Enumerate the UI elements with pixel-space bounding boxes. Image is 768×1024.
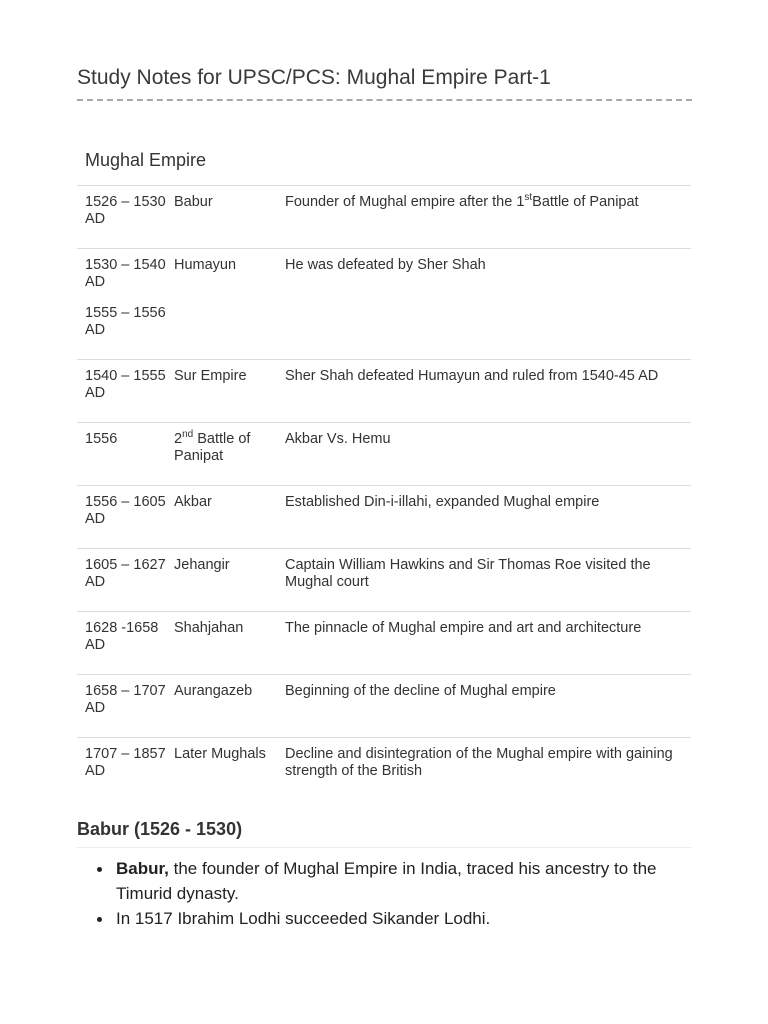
section-heading: Babur (1526 - 1530) <box>77 819 243 839</box>
table-row <box>77 612 691 675</box>
period-cell <box>77 360 166 422</box>
table-row <box>77 423 691 486</box>
description-cell: He was defeated by Sher Shah <box>285 257 486 273</box>
table-row <box>77 360 691 423</box>
table-row <box>77 486 691 549</box>
description-cell: Established Din-i-illahi, expanded Mughal empire <box>285 494 600 510</box>
period-text: 1540 – 1555 AD <box>85 368 166 401</box>
ruler-cell: Babur <box>174 194 213 210</box>
ruler-text: Battle of Panipat <box>174 431 251 464</box>
description-cell: Akbar Vs. Hemu <box>285 431 391 447</box>
period-cell <box>77 186 166 248</box>
table-row <box>77 675 691 738</box>
ruler-cell: Aurangazeb <box>174 683 253 699</box>
period-cell <box>77 249 166 359</box>
period-text: 1658 – 1707 AD <box>85 683 166 716</box>
ruler-cell: Shahjahan <box>174 620 244 636</box>
period-cell <box>77 423 166 485</box>
table-row <box>77 549 691 612</box>
period-text: 1556 – 1605 AD <box>85 494 166 527</box>
table-row <box>77 738 691 801</box>
period-cell <box>77 675 166 737</box>
mughal-rulers-table <box>77 185 691 801</box>
ruler-cell: Sur Empire <box>174 368 247 384</box>
period-text: 1530 – 1540 AD <box>85 257 166 290</box>
period-cell <box>77 549 166 611</box>
bullet-text: the founder of Mughal Empire in India, traced his ancestry to the Timurid dynasty. <box>116 859 657 903</box>
bullet-dot-icon <box>97 917 102 922</box>
ruler-cell: Jehangir <box>174 557 230 573</box>
list-item <box>77 856 691 906</box>
period-text: 1526 – 1530 AD <box>85 194 166 227</box>
table-row <box>77 186 691 249</box>
bullet-text: In 1517 Ibrahim Lodhi succeeded Sikander Lodhi. <box>116 909 491 928</box>
ordinal-superscript: st <box>524 192 533 203</box>
description-cell <box>277 186 691 248</box>
list-item <box>77 906 691 931</box>
description-cell: Captain William Hawkins and Sir Thomas Roe visited the Mughal court <box>285 557 651 590</box>
section-divider <box>77 847 691 848</box>
period-text: 1707 – 1857 AD <box>85 746 166 779</box>
table-title: Mughal Empire <box>85 150 207 170</box>
description-text: Battle of Panipat <box>532 194 639 210</box>
period-cell <box>77 486 166 548</box>
ruler-cell <box>166 423 277 485</box>
period-text: 1628 -1658 AD <box>85 620 159 653</box>
document-title: Study Notes for UPSC/PCS: Mughal Empire Part-1 <box>77 66 551 89</box>
bullet-dot-icon <box>97 867 102 872</box>
period-cell <box>77 612 166 674</box>
period-text: 1555 – 1556 AD <box>85 305 166 338</box>
period-cell <box>77 738 166 801</box>
description-cell: Decline and disintegration of the Mughal empire with gaining strength of the British <box>285 746 673 779</box>
bold-term: Babur, <box>116 859 169 878</box>
description-cell: Sher Shah defeated Humayun and ruled from 1540-45 AD <box>285 368 659 384</box>
ruler-cell: Akbar <box>174 494 212 510</box>
title-divider <box>77 99 692 101</box>
ruler-text: 2 <box>174 431 183 447</box>
period-text: 1556 <box>85 431 118 447</box>
ruler-cell: Later Mughals <box>174 746 266 762</box>
period-text: 1605 – 1627 AD <box>85 557 166 590</box>
ordinal-superscript: nd <box>182 429 194 440</box>
bullet-list <box>77 856 691 931</box>
table-row <box>77 249 691 360</box>
description-cell: The pinnacle of Mughal empire and art and architecture <box>285 620 642 636</box>
ruler-cell: Humayun <box>174 257 237 273</box>
description-cell: Beginning of the decline of Mughal empire <box>285 683 556 699</box>
description-text: Founder of Mughal empire after the 1 <box>285 194 525 210</box>
